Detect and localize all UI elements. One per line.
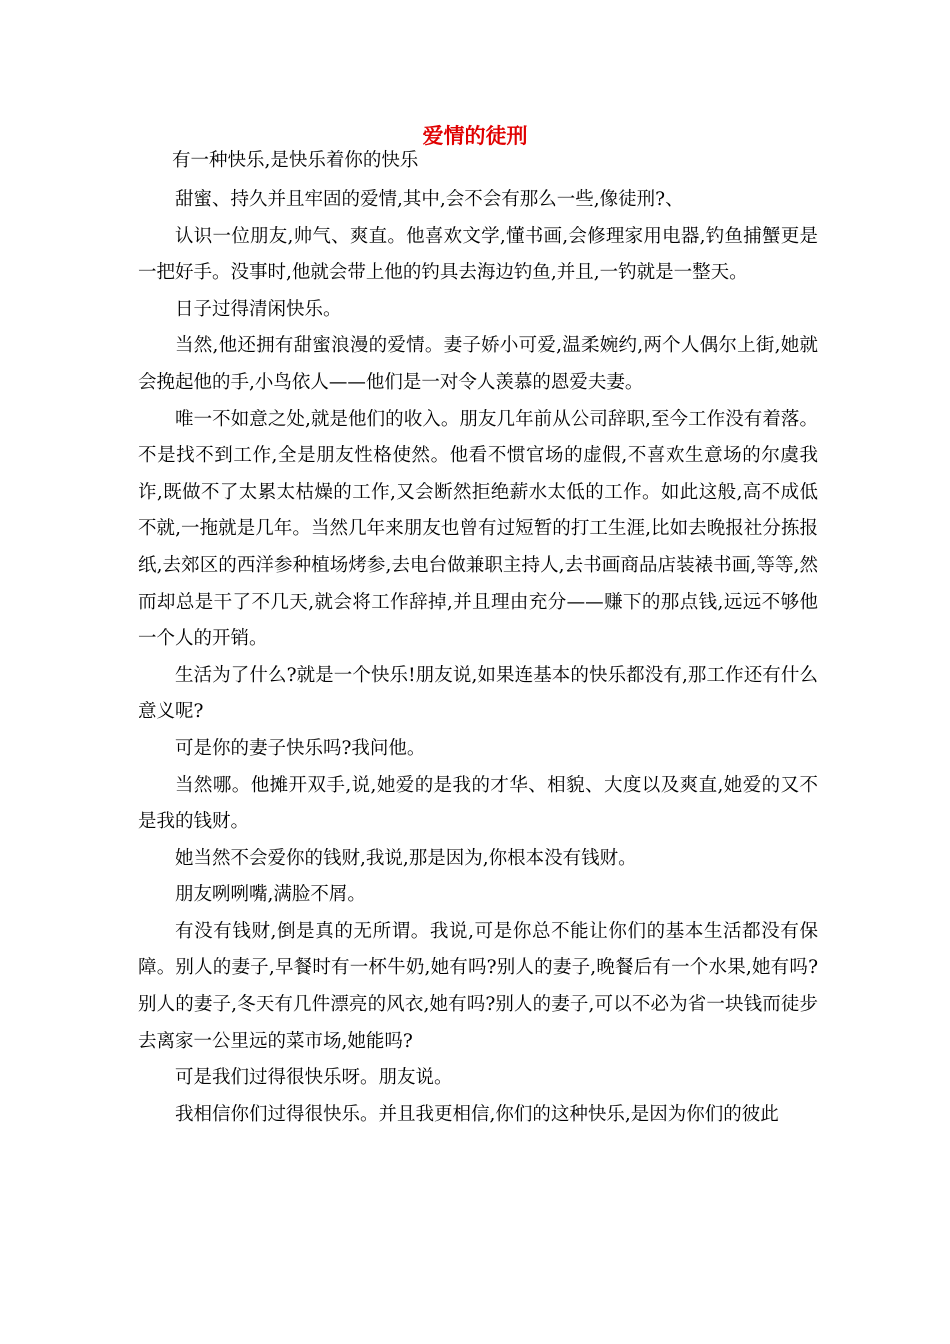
document-title: 爱情的徒刑 (422, 124, 528, 148)
body-paragraph: 当然,他还拥有甜蜜浪漫的爱情。妻子娇小可爱,温柔婉约,两个人偶尔上街,她就会挽起他的手,小鸟依人——他们是一对令人羡慕的恩爱夫妻。 (138, 335, 818, 393)
body-paragraph: 可是我们过得很快乐呀。朋友说。 (175, 1067, 453, 1089)
body-paragraph: 有没有钱财,倒是真的无所谓。我说,可是你总不能让你们的基本生活都没有保障。别人的妻子,早餐时有一杯牛奶,她有吗?别人的妻子,晚餐后有一个水果,她有吗?别人的妻子,冬天有几件漂亮的风衣,她有吗?别人的妻子,可以不必为省一块钱而徒步去离家一公里远的菜市场,她能吗? (138, 920, 818, 1052)
body-paragraph: 日子过得清闲快乐。 (175, 298, 342, 320)
body-paragraph: 认识一位朋友,帅气、爽直。他喜欢文学,懂书画,会修理家用电器,钓鱼捕蟹更是一把好手。没事时,他就会带上他的钓具去海边钓鱼,并且,一钓就是一整天。 (138, 225, 818, 284)
subtitle-paragraph: 有一种快乐,是快乐着你的快乐 (172, 150, 419, 171)
body-paragraph: 我相信你们过得很快乐。并且我更相信,你们的这种快乐,是因为你们的彼此 (175, 1103, 779, 1125)
document-body (138, 146, 818, 1133)
body-paragraph: 她当然不会爱你的钱财,我说,那是因为,你根本没有钱财。 (175, 847, 637, 869)
body-paragraph: 可是你的妻子快乐吗?我问他。 (175, 737, 426, 759)
body-paragraph: 甜蜜、持久并且牢固的爱情,其中,会不会有那么一些,像徒刑?、 (175, 189, 684, 210)
body-paragraph: 生活为了什么?就是一个快乐!朋友说,如果连基本的快乐都没有,那工作还有什么意义呢? (138, 664, 818, 723)
body-paragraph: 当然哪。他摊开双手,说,她爱的是我的才华、相貌、大度以及爽直,她爱的又不是我的钱财。 (138, 774, 818, 833)
body-paragraph: 朋友咧咧嘴,满脸不屑。 (175, 884, 366, 906)
body-paragraph: 唯一不如意之处,就是他们的收入。朋友几年前从公司辞职,至今工作没有着落。不是找不到工作,全是朋友性格使然。他看不惯官场的虚假,不喜欢生意场的尔虞我诈,既做不了太累太枯燥的工作,又会断然拒绝薪水太低的工作。如此这般,高不成低不就,一拖就是几年。当然几年来朋友也曾有过短暂的打工生涯,比如去晚报社分拣报纸,去郊区的西洋参种植场烤参,去电台做兼职主持人,去书画商品店装裱书画,等等,然而却总是干了不几天,就会将工作辞掉,并且理由充分——赚下的那点钱,远远不够他一个人的开销。 (138, 408, 818, 650)
